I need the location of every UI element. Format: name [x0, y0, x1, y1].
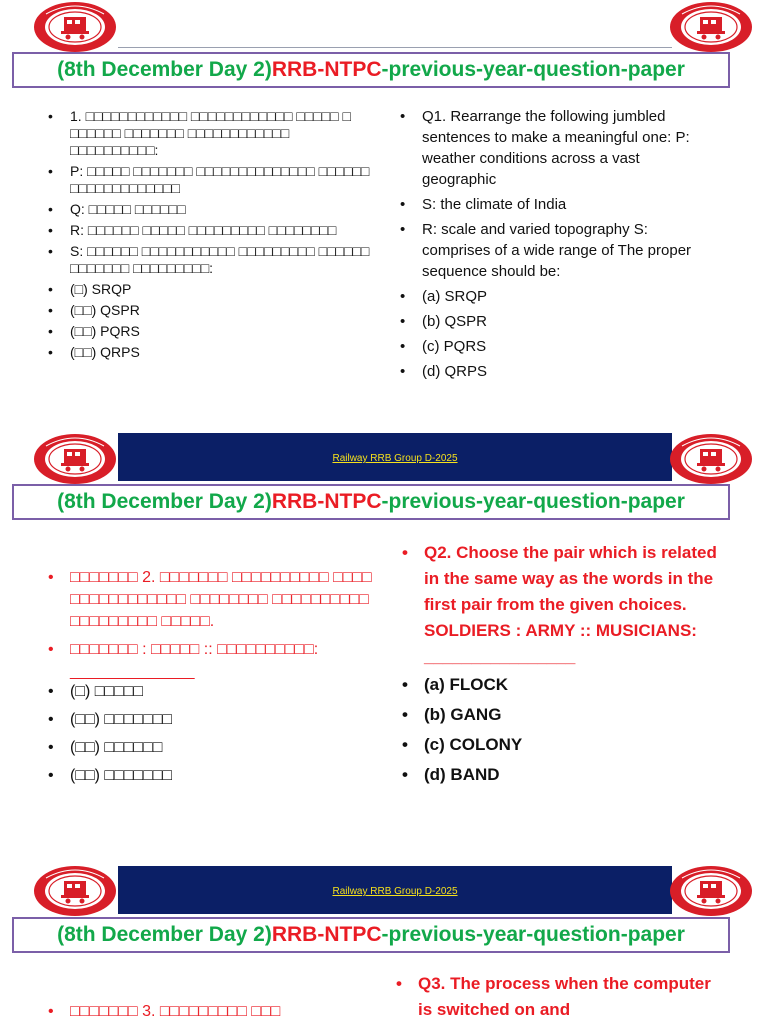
hindi-question-list: [44, 1001, 374, 1029]
list-item: • S: □□□□□□ □□□□□□□□□□□ □□□□□□□□□ □□□□□□ □□□□□□□ □□□□□□□□□:: [44, 243, 374, 277]
option-item: • (□□) QRPS: [44, 344, 374, 361]
list-item: • P: □□□□□ □□□□□□□ □□□□□□□□□□□□□□ □□□□□□ □□□□□□□□□□□□□: [44, 163, 374, 197]
list-item: • □□□□□□□ 2. □□□□□□□ □□□□□□□□□□ □□□□ □□□□□□□□□□□□ □□□□□□□□ □□□□□□□□□□ □□□□□□□□□ □□□□□.: [44, 567, 374, 633]
option-item: • (d) BAND: [398, 762, 728, 788]
option-item: • (b) GANG: [398, 702, 728, 728]
banner-text: Railway RRB Group D-2025: [332, 453, 458, 464]
page-title: (8th December Day 2)RRB-NTPC-previous-year-question-paper: [12, 52, 730, 88]
indian-railways-logo-icon: [668, 432, 754, 486]
header-banner: [118, 866, 672, 914]
option-item: • (d) QRPS: [396, 361, 716, 382]
list-item: • □□□□□□□ : □□□□□ :: □□□□□□□□□□: ______________: [44, 639, 374, 683]
slide-2: [0, 432, 768, 832]
list-item: • S: the climate of India: [396, 194, 716, 215]
option-item: • (□) SRQP: [44, 281, 374, 298]
list-item: • □□□□□□□ 3. □□□□□□□□□ □□□: [44, 1001, 374, 1023]
english-question-list: [398, 540, 728, 676]
english-question-list: [392, 971, 722, 1029]
option-item: • (□) □□□□□: [44, 681, 374, 703]
hindi-question-list: [44, 567, 374, 689]
list-item: • Q: □□□□□ □□□□□□: [44, 201, 374, 218]
list-item: • R: scale and varied topography S: comprises of a wide range of The proper sequence should be:: [396, 219, 716, 282]
list-item: • R: □□□□□□ □□□□□ □□□□□□□□□ □□□□□□□□: [44, 222, 374, 239]
indian-railways-logo-icon: [668, 864, 754, 918]
slide-1: [0, 0, 768, 410]
slide-3: [0, 864, 768, 1024]
list-item: • Q1. Rearrange the following jumbled sentences to make a meaningful one: P: weather conditions across a vast geographic: [396, 106, 716, 190]
english-option-list: [398, 672, 728, 792]
indian-railways-logo-icon: [668, 0, 754, 54]
header-banner: [118, 433, 672, 481]
indian-railways-logo-icon: [32, 432, 118, 486]
indian-railways-logo-icon: [32, 0, 118, 54]
option-item: • (a) SRQP: [396, 286, 716, 307]
option-item: • (c) PQRS: [396, 336, 716, 357]
list-item: • 1. □□□□□□□□□□□□ □□□□□□□□□□□□ □□□□□ □ □□□□□□ □□□□□□□ □□□□□□□□□□□□ □□□□□□□□□□:: [44, 108, 374, 159]
option-item: • (□□) □□□□□□: [44, 737, 374, 759]
option-item: • (□□) □□□□□□□: [44, 709, 374, 731]
question-text: • Q3. The process when the computer is switched on and: [392, 971, 722, 1023]
option-item: • (a) FLOCK: [398, 672, 728, 698]
header-divider: [118, 47, 672, 48]
option-item: • (c) COLONY: [398, 732, 728, 758]
english-question-list: [396, 106, 716, 386]
page-title: (8th December Day 2)RRB-NTPC-previous-year-question-paper: [12, 484, 730, 520]
banner-text: Railway RRB Group D-2025: [332, 886, 458, 897]
question-text: • Q2. Choose the pair which is related in the same way as the words in the first pair from the given choices. SOLDIERS : ARMY :: MUSICIANS: ________________: [398, 540, 728, 670]
option-item: • (□□) QSPR: [44, 302, 374, 319]
option-item: • (□□) □□□□□□□: [44, 765, 374, 787]
hindi-option-list: [44, 681, 374, 793]
option-item: • (□□) PQRS: [44, 323, 374, 340]
indian-railways-logo-icon: [32, 864, 118, 918]
option-item: • (b) QSPR: [396, 311, 716, 332]
page-title: (8th December Day 2)RRB-NTPC-previous-year-question-paper: [12, 917, 730, 953]
hindi-question-list: [44, 108, 374, 365]
